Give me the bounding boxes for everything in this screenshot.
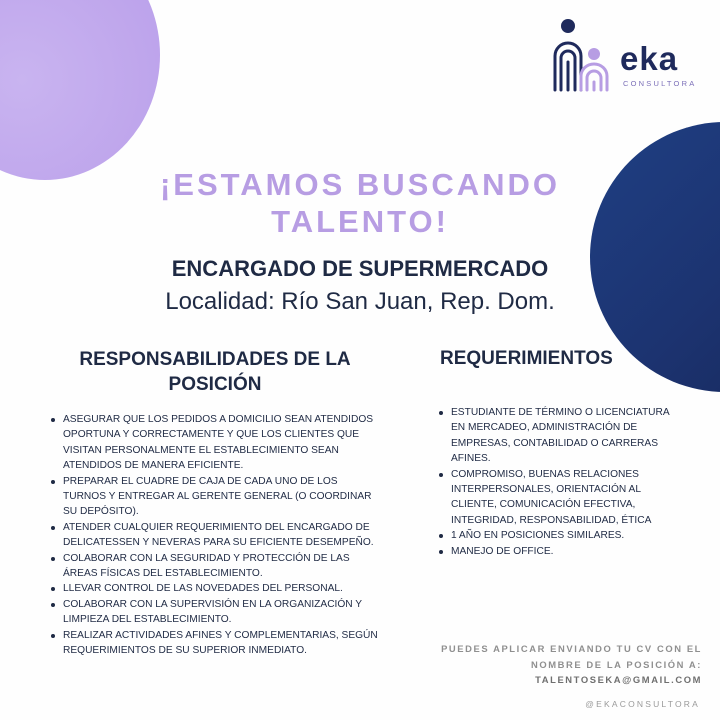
headline bbox=[0, 166, 720, 240]
requirements-heading: REQUERIMIENTOS bbox=[440, 348, 613, 369]
decorative-lavender-circle bbox=[0, 0, 160, 180]
list-item: ESTUDIANTE DE TÉRMINO O LICENCIATURA EN MERCADEO, ADMINISTRACIÓN DE EMPRESAS, CONTABILIDAD O CARRERAS AFINES. bbox=[438, 405, 678, 467]
social-handle: @EKACONSULTORA bbox=[585, 699, 700, 709]
list-item: 1 AÑO EN POSICIONES SIMILARES. bbox=[438, 528, 678, 543]
list-item: ATENDER CUALQUIER REQUERIMIENTO DEL ENCARGADO DE DELICATESSEN Y NEVERAS PARA SU EFICIENTE DESEMPEÑO. bbox=[50, 520, 380, 551]
list-item: ASEGURAR QUE LOS PEDIDOS A DOMICILIO SEAN ATENDIDOS OPORTUNA Y CORRECTAMENTE Y QUE LOS CLIENTES QUE VISITAN PERSONALMENTE EL ESTABLECIMIENTO SEAN ATENDIDOS DE MANERA EFICIENTE. bbox=[50, 412, 380, 474]
list-item: COLABORAR CON LA SUPERVISIÓN EN LA ORGANIZACIÓN Y LIMPIEZA DEL ESTABLECIMIENTO. bbox=[50, 597, 380, 628]
headline-line-1: ¡ESTAMOS BUSCANDO bbox=[159, 167, 561, 202]
fingerprint-people-icon bbox=[552, 18, 616, 96]
list-item: COLABORAR CON LA SEGURIDAD Y PROTECCIÓN DE LAS ÁREAS FÍSICAS DEL ESTABLECIMIENTO. bbox=[50, 551, 380, 582]
apply-line-1: PUEDES APLICAR ENVIANDO TU CV CON EL bbox=[441, 643, 702, 654]
list-item: COMPROMISO, BUENAS RELACIONES INTERPERSONALES, ORIENTACIÓN AL CLIENTE, COMUNICACIÓN EFECTIVA, INTEGRIDAD, RESPONSABILIDAD, ÉTICA bbox=[438, 467, 678, 529]
responsibilities-heading-line-2: POSICIÓN bbox=[168, 374, 262, 395]
apply-instructions bbox=[402, 641, 702, 688]
logo-wordmark: eka bbox=[620, 40, 679, 77]
logo-subtitle: CONSULTORA bbox=[623, 79, 697, 88]
list-item: PREPARAR EL CUADRE DE CAJA DE CADA UNO DE LOS TURNOS Y ENTREGAR AL GERENTE GENERAL (O COORDINAR SU DEPÓSITO). bbox=[50, 474, 380, 520]
responsibilities-heading-line-1: RESPONSABILIDADES DE LA bbox=[79, 349, 351, 370]
responsibilities-heading bbox=[30, 347, 400, 397]
list-item: LLEVAR CONTROL DE LAS NOVEDADES DEL PERSONAL. bbox=[50, 581, 380, 596]
job-location: Localidad: Río San Juan, Rep. Dom. bbox=[165, 288, 555, 315]
headline-line-2: TALENTO! bbox=[271, 204, 449, 239]
list-item: REALIZAR ACTIVIDADES AFINES Y COMPLEMENTARIAS, SEGÚN REQUERIMIENTOS DE SU SUPERIOR INMEDIATO. bbox=[50, 628, 380, 659]
eka-logo bbox=[552, 18, 712, 98]
requirements-list bbox=[438, 405, 678, 559]
apply-email: TALENTOSEKA@GMAIL.COM bbox=[535, 674, 702, 685]
job-title: ENCARGADO DE SUPERMERCADO bbox=[171, 256, 549, 281]
responsibilities-list bbox=[50, 412, 380, 659]
apply-line-2: NOMBRE DE LA POSICIÓN A: bbox=[530, 658, 702, 670]
list-item: MANEJO DE OFFICE. bbox=[438, 544, 678, 559]
